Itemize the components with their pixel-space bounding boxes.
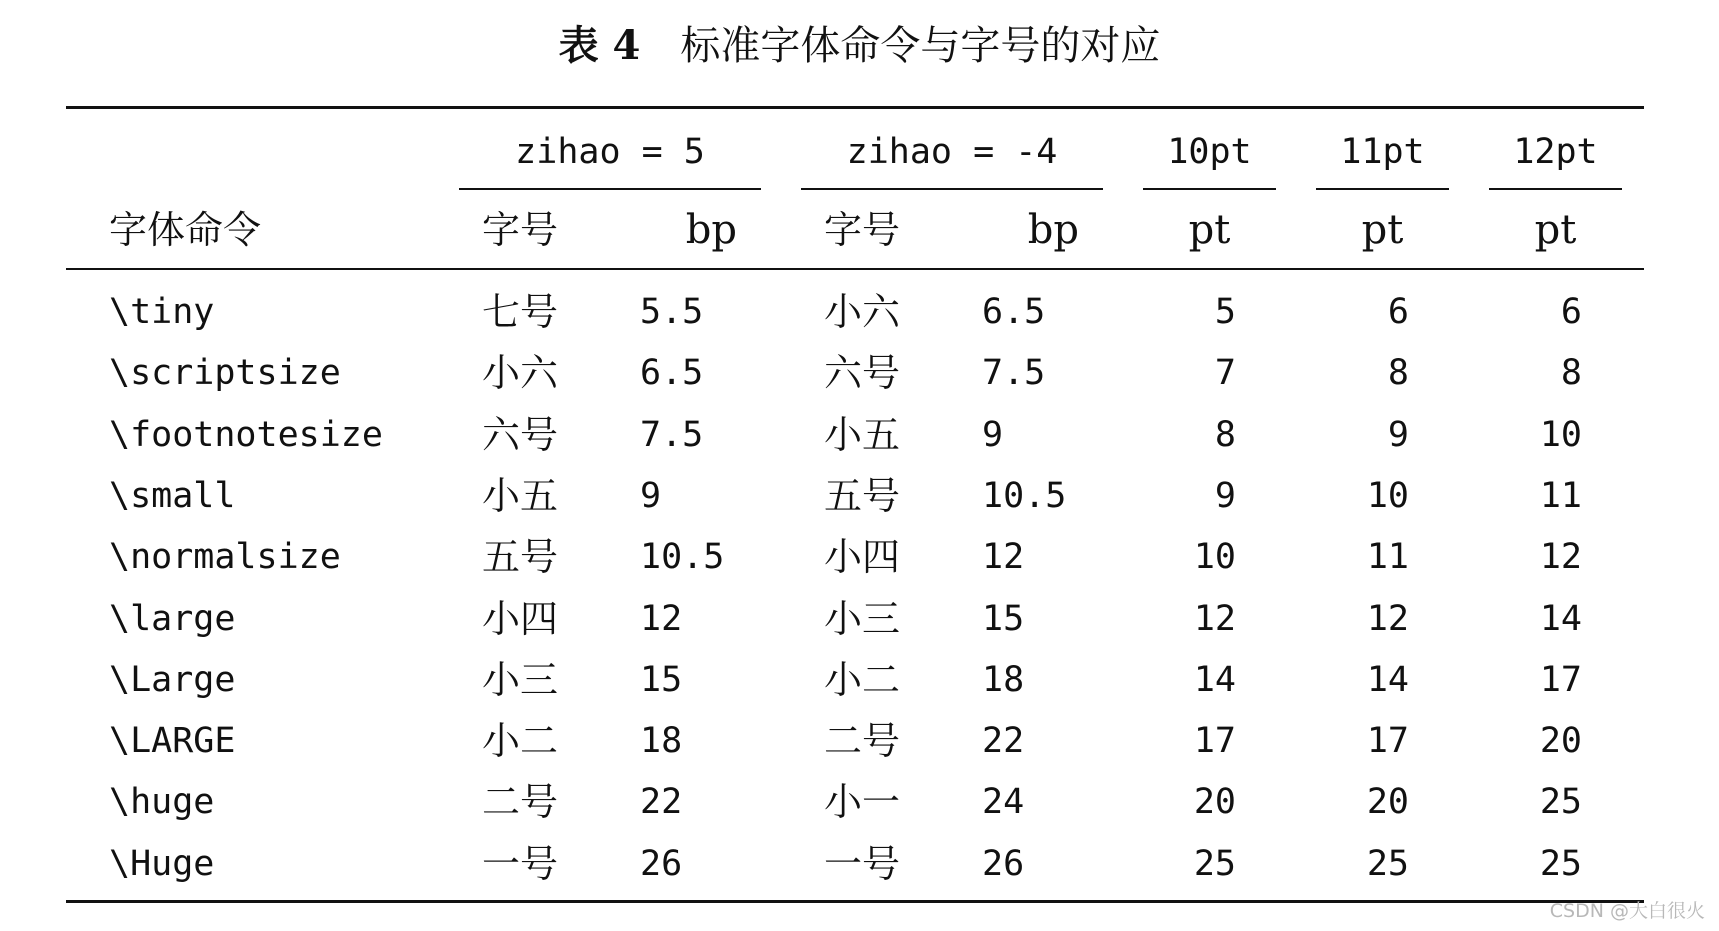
table-cell: 小四 [482, 596, 559, 641]
table-cell: 25 [1539, 843, 1582, 884]
group-header: zihao = -4 [846, 132, 1058, 172]
group-rule-12pt [1489, 188, 1622, 190]
table-cell: 14 [1539, 598, 1582, 639]
column-header: pt [1534, 207, 1577, 253]
table-cell: 26 [982, 843, 1025, 884]
table-label: 表 4 [558, 22, 641, 69]
group-header: 11pt [1340, 132, 1425, 172]
column-header: 字号 [824, 208, 901, 252]
group-header: zihao = 5 [515, 132, 705, 172]
table-cell: 二号 [824, 719, 901, 764]
table-cell: 26 [640, 843, 683, 884]
column-header: 字号 [482, 208, 559, 252]
table-cell: 22 [982, 721, 1025, 762]
column-header: pt [1188, 207, 1231, 253]
command-cell: \tiny [109, 292, 215, 332]
command-cell: \Huge [109, 843, 215, 884]
column-header: bp [685, 207, 737, 253]
table-cell: 10 [1539, 414, 1582, 455]
table-cell: 10.5 [982, 475, 1067, 516]
table-cell: 15 [640, 659, 683, 700]
command-cell: \large [109, 598, 236, 639]
table-cell: 8 [1560, 353, 1582, 394]
table-cell: 17 [1366, 721, 1409, 762]
table-cell: 12 [1539, 537, 1582, 578]
table-cell: 小六 [824, 290, 901, 334]
table-cell: 小四 [824, 535, 901, 580]
table-caption [0, 18, 1719, 74]
group-rule-11pt [1316, 188, 1449, 190]
table-cell: 12 [1366, 598, 1409, 639]
table-cell: 25 [1539, 782, 1582, 823]
table-cell: 8 [1214, 414, 1236, 455]
table-cell: 6.5 [982, 292, 1046, 332]
mid-rule [66, 268, 1644, 270]
bottom-rule [66, 900, 1644, 903]
table-cell: 7.5 [982, 353, 1046, 394]
table-cell: 6 [1560, 292, 1582, 332]
group-rule-zihao-4 [801, 188, 1103, 190]
command-cell: \huge [109, 782, 215, 823]
table-cell: 二号 [482, 780, 559, 825]
table-cell: 12 [1193, 598, 1236, 639]
table-cell: 11 [1539, 475, 1582, 516]
command-cell: \small [109, 475, 236, 516]
command-cell: \scriptsize [109, 353, 341, 394]
table-cell: 一号 [824, 841, 901, 886]
table-cell: 小三 [482, 657, 559, 702]
table-cell: 小五 [482, 473, 559, 518]
table-cell: 小六 [482, 351, 559, 396]
table-cell: 6 [1387, 292, 1409, 332]
table-cell: 20 [1193, 782, 1236, 823]
column-header: bp [1027, 207, 1079, 253]
table-cell: 7.5 [640, 414, 704, 455]
table-cell: 20 [1539, 721, 1582, 762]
table-cell: 14 [1366, 659, 1409, 700]
watermark: CSDN @大白很火 [1549, 900, 1705, 922]
table-title: 标准字体命令与字号的对应 [680, 23, 1161, 69]
table-cell: 10 [1366, 475, 1409, 516]
table-cell: 5.5 [640, 292, 704, 332]
table-cell: 小二 [824, 657, 901, 702]
table-cell: 10.5 [640, 537, 725, 578]
command-cell: \LARGE [109, 721, 236, 762]
table-cell: 小一 [824, 780, 901, 825]
table-cell: 17 [1539, 659, 1582, 700]
table-cell: 六号 [824, 351, 901, 396]
table-cell: 11 [1366, 537, 1409, 578]
table-cell: 小三 [824, 596, 901, 641]
table-cell: 小五 [824, 412, 901, 457]
column-header: 字体命令 [109, 208, 262, 252]
table-cell: 一号 [482, 841, 559, 886]
table-cell: 6.5 [640, 353, 704, 394]
table-cell: 15 [982, 598, 1025, 639]
table-cell: 12 [982, 537, 1025, 578]
group-header: 10pt [1167, 132, 1252, 172]
table-cell: 22 [640, 782, 683, 823]
table-cell: 25 [1366, 843, 1409, 884]
table-cell: 20 [1366, 782, 1409, 823]
group-header: 12pt [1513, 132, 1598, 172]
table-cell: 10 [1193, 537, 1236, 578]
table-cell: 18 [640, 721, 683, 762]
table-cell: 六号 [482, 412, 559, 457]
table-cell: 9 [982, 414, 1004, 455]
group-rule-zihao5 [459, 188, 761, 190]
table-cell: 17 [1193, 721, 1236, 762]
top-rule [66, 106, 1644, 109]
table-cell: 8 [1387, 353, 1409, 394]
table-cell: 五号 [482, 535, 559, 580]
table-cell: 24 [982, 782, 1025, 823]
table-cell: 7 [1214, 353, 1236, 394]
command-cell: \Large [109, 659, 236, 700]
table-cell: 9 [1387, 414, 1409, 455]
table-cell: 18 [982, 659, 1025, 700]
table-cell: 25 [1193, 843, 1236, 884]
column-header: pt [1361, 207, 1404, 253]
table-cell: 14 [1193, 659, 1236, 700]
table-cell: 9 [640, 475, 662, 516]
command-cell: \footnotesize [109, 414, 383, 455]
table-cell: 七号 [482, 290, 559, 334]
table-cell: 9 [1214, 475, 1236, 516]
table-cell: 12 [640, 598, 683, 639]
group-rule-10pt [1143, 188, 1276, 190]
command-cell: \normalsize [109, 537, 341, 578]
table-cell: 五号 [824, 473, 901, 518]
table-cell: 5 [1214, 292, 1236, 332]
table-cell: 小二 [482, 719, 559, 764]
